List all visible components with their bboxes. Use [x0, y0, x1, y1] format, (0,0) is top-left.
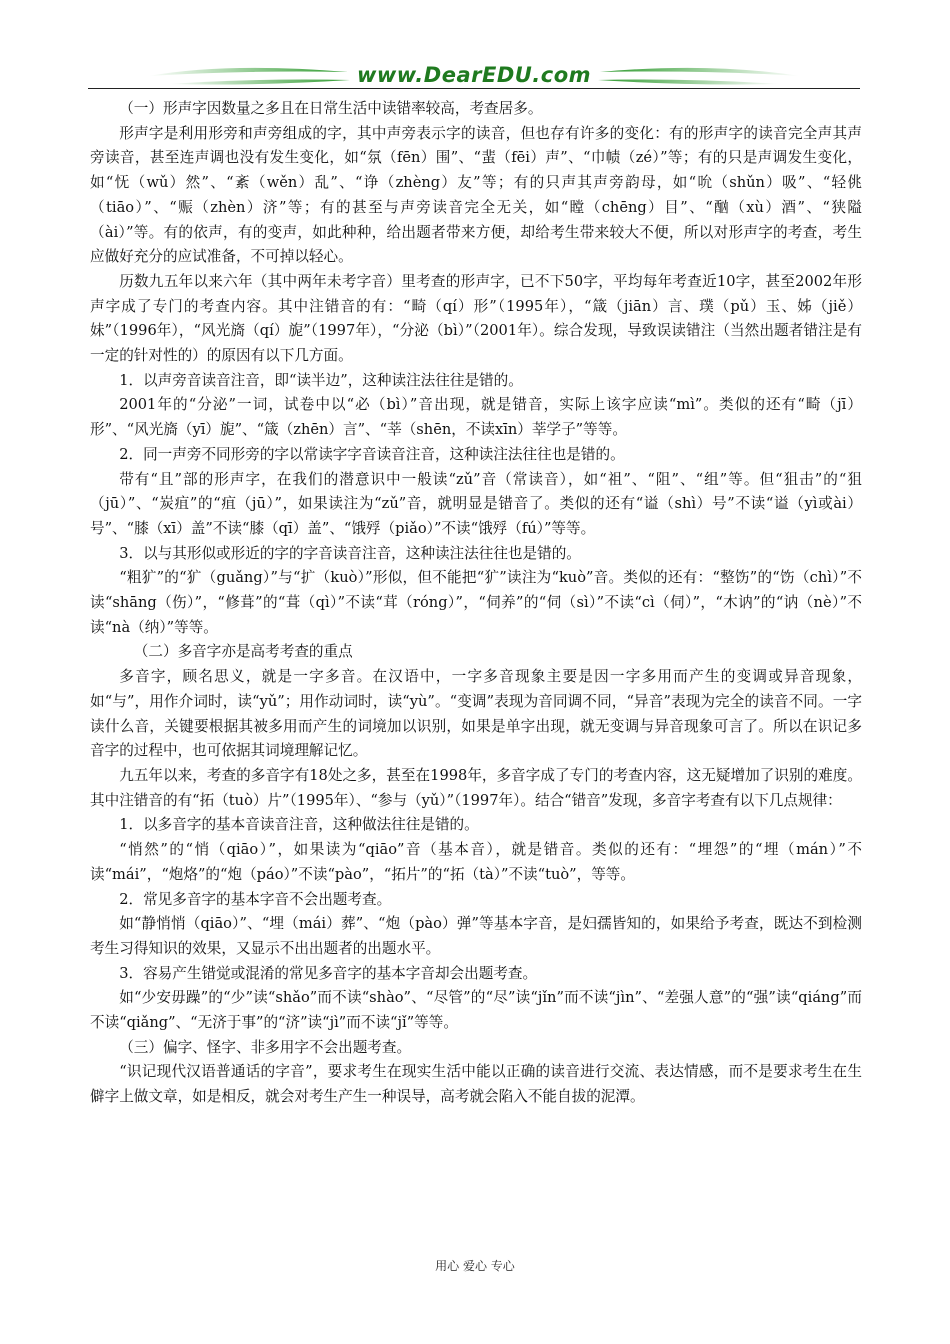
section-heading: （一）形声字因数量之多且在日常生活中读错率较高，考查居多。	[119, 100, 543, 117]
section-heading: （三）偏字、怪字、非多用字不会出题考查。	[119, 1038, 412, 1056]
paragraph: “悄然”的“悄（qiāo）”，如果读为“qiāo”音（基本音），就是错音。类似的还有：“埋怨”的“埋（mán）”不读“mái”，“炮烙”的“炮（páo）”不读“pào”，“拓片”的“拓（tà）”不读“tuò”，等等。	[90, 841, 862, 883]
paragraph: 九五年以来，考查的多音字有18处之多，甚至在1998年，多音字成了专门的考查内容，这无疑增加了识别的难度。其中注错音的有“拓（tuò）片”（1995年）、“参与（yǔ）”（1997年）。结合“错音”发现，多音字考查有以下几点规律：	[90, 766, 862, 809]
paragraph: “粗犷”的“犷（guǎng）”与“扩（kuò）”形似，但不能把“犷”读注为“kuò”音。类似的还有：“整饬”的“饬（chì）”不读“shāng（伤）”，“修葺”的“葺（qì）”不读“茸（róng）”，“伺养”的“伺（sì）”不读“cì（伺）”，“木讷”的“讷（nè）”不读“nà（纳）”等等。	[90, 569, 862, 636]
site-header-banner	[88, 56, 860, 92]
paragraph: 2001年的“分泌”一词，试卷中以“必（bì）”音出现，就是错音，实际上该字应读“mì”。类似的还有“畸（jī）形”、“风光旖（yī）旎”、“箴（zhēn）言”、“莘（shēn，不读xīn）莘学子”等等。	[90, 396, 862, 439]
paragraph: 历数九五年以来六年（其中两年未考字音）里考查的形声字，已不下50字，平均每年考查近10字，甚至2002年形声字成了专门的考查内容。其中注错音的有：“畸（qí）形”（1995年），“箴（jiān）言、璞（pǔ）玉、姊（jiě）妹”（1996年），“风光旖（qí）旎”（1997年），“分泌（bì）”（2001年）。综合发现，导致误读错注（当然出题者错注是有一定的针对性的）的原因有以下几方面。	[90, 272, 862, 365]
list-item-heading: 1．以多音字的基本音读音注音，这种做法往往是错的。	[119, 816, 479, 834]
paragraph: 形声字是利用形旁和声旁组成的字，其中声旁表示字的读音，但也存有许多的变化：有的形声字的读音完全声其声旁读音，甚至连声调也没有发生变化，如“氛（fēn）围”、“蜚（fēi）声”、“巾帻（zé）”等；有的只是声调发生变化，如“怃（wǔ）然”、“紊（wěn）乱”、“诤（zhèng）友”等；有的只声其声旁韵母，如“吮（shǔn）吸”、“轻佻（tiāo）”、“赈（zhèn）济”等；有的甚至与声旁读音完全无关，如“瞠（chēng）目”、“酗（xù）酒”、“狭隘（ài）”等。有的依声，有的变声，如此种种，给出题者带来方便，却给考生带来较大不便，所以对形声字的考查，考生应做好充分的应试准备，不可掉以轻心。	[90, 124, 862, 266]
list-item-heading: 1．以声旁音读音注音，即“读半边”，这种读注法往往是错的。	[119, 371, 523, 389]
paragraph: 多音字，顾名思义，就是一字多音。在汉语中，一字多音现象主要是因一字多用而产生的变调或异音现象，如“与”，用作介词时，读“yǔ”；用作动词时，读“yù”。“变调”表现为音同调不同，“异音”表现为完全的读音不同。一字读什么音，关键要根据其被多用而产生的词境加以识别，如果是单字出现，就无变调与异音现象可言了。所以在识记多音字的过程中，也可依据其词境理解记忆。	[90, 668, 862, 760]
document-body	[90, 97, 862, 1110]
paragraph: “识记现代汉语普通话的字音”，要求考生在现实生活中能以正确的读音进行交流、表达情感，而不是要求考生在生僻字上做文章，如是相反，就会对考生产生一种误导，高考就会陷入不能自拔的泥潭。	[90, 1063, 862, 1106]
section-heading: （二）多音字亦是高考考查的重点	[133, 643, 353, 661]
list-item-heading: 2．常见多音字的基本字音不会出题考查。	[119, 890, 392, 908]
list-item-heading: 3．容易产生错觉或混淆的常见多音字的基本字音却会出题考查。	[119, 964, 538, 982]
list-item-heading: 3．以与其形似或形近的字的字音读音注音，这种读注法往往也是错的。	[119, 544, 581, 562]
paragraph: 如“静悄悄（qiāo）”、“埋（mái）葬”、“炮（pào）弹”等基本字音，是妇孺皆知的，如果给予考查，既达不到检测考生习得知识的效果，又显示不出出题者的出题水平。	[90, 915, 862, 957]
paragraph: 如“少安毋躁”的“少”读“shǎo”而不读“shào”、“尽管”的“尽”读“jǐn”而不读“jìn”、“差强人意”的“强”读“qiáng”而不读“qiǎng”、“无济于事”的“济”读“jì”而不读“jǐ”等等。	[90, 989, 862, 1032]
list-item-heading: 2．同一声旁不同形旁的字以常读字字音读音注音，这种读注法往往也是错的。	[119, 445, 625, 463]
header-divider	[88, 88, 860, 89]
page-footer: 用心 爱心 专心	[435, 1259, 515, 1273]
paragraph: 带有“且”部的形声字，在我们的潜意识中一般读“zǔ”音（常读音），如“祖”、“阻”、“组”等。但“狙击”的“狙（jū）”、“炭疽”的“疽（jū）”，如果读注为“zǔ”音，就明显是错音了。类似的还有“谥（shì）号”不读“谥（yì或ài）号”、“膝（xī）盖”不读“膝（qī）盖”、“饿殍（piǎo）”不读“饿殍（fú）”等等。	[90, 470, 862, 537]
site-logo-text: www.DearEDU.com	[356, 63, 592, 87]
